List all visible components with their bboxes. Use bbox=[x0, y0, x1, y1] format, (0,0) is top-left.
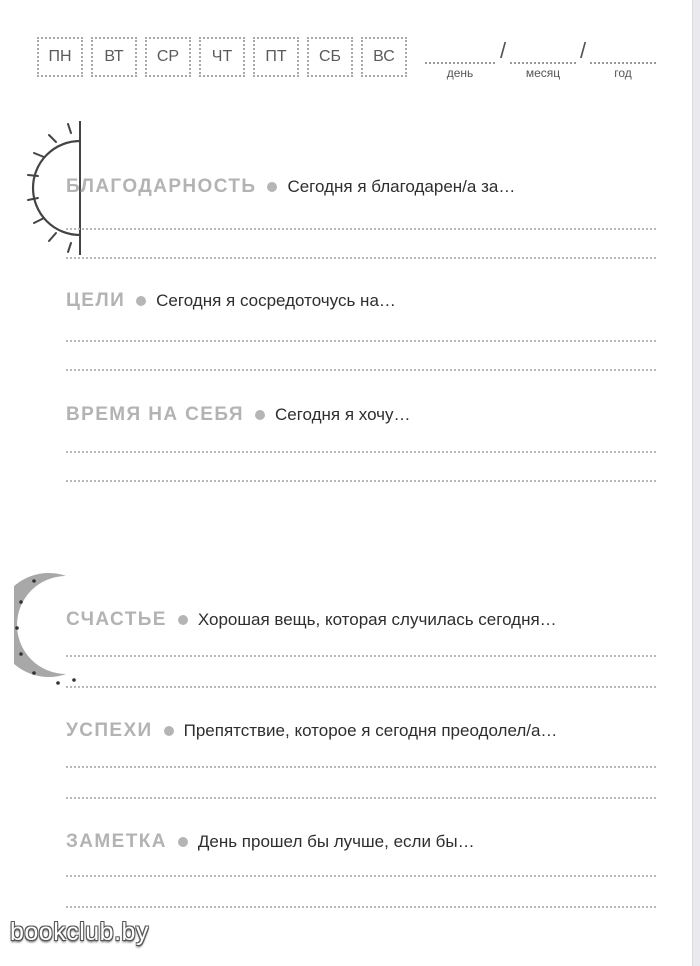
weekday-selector bbox=[37, 37, 407, 77]
writing-line[interactable] bbox=[66, 340, 656, 342]
bullet-dot bbox=[164, 726, 174, 736]
date-month-field[interactable] bbox=[510, 40, 576, 84]
section-successes-heading bbox=[66, 720, 557, 742]
writing-line[interactable] bbox=[66, 369, 656, 371]
writing-line[interactable] bbox=[66, 686, 656, 688]
section-happiness-heading bbox=[66, 609, 557, 631]
date-month-line bbox=[510, 62, 576, 64]
weekday-box-mon[interactable]: ПН bbox=[37, 37, 83, 77]
writing-line[interactable] bbox=[66, 906, 656, 908]
writing-line[interactable] bbox=[66, 655, 656, 657]
date-year-label: год bbox=[614, 66, 632, 80]
writing-line[interactable] bbox=[66, 797, 656, 799]
weekday-box-fri[interactable]: ПТ bbox=[253, 37, 299, 77]
date-separator: / bbox=[580, 38, 587, 63]
bullet-dot bbox=[267, 182, 277, 192]
date-separator: / bbox=[500, 38, 507, 63]
section-note-heading bbox=[66, 831, 475, 853]
date-day-line bbox=[425, 62, 495, 64]
section-gratitude-heading bbox=[66, 176, 515, 198]
writing-line[interactable] bbox=[66, 451, 656, 453]
section-prompt: Препятствие, которое я сегодня преодолел/а… bbox=[183, 721, 558, 740]
bullet-dot bbox=[178, 615, 188, 625]
section-title: ЦЕЛИ bbox=[66, 290, 126, 311]
writing-line[interactable] bbox=[66, 228, 656, 230]
section-prompt: Сегодня я хочу… bbox=[274, 405, 411, 424]
date-year-field[interactable] bbox=[590, 40, 656, 84]
date-day-label: день bbox=[446, 66, 474, 80]
watermark-logo: bookclub.by bbox=[10, 918, 149, 946]
date-day-field[interactable] bbox=[425, 40, 495, 84]
section-title: ВРЕМЯ НА СЕБЯ bbox=[66, 404, 244, 425]
bullet-dot bbox=[178, 837, 188, 847]
section-title: БЛАГОДАРНОСТЬ bbox=[66, 176, 257, 197]
weekday-box-wed[interactable]: СР bbox=[145, 37, 191, 77]
section-title: ЗАМЕТКА bbox=[66, 831, 167, 852]
date-month-label: месяц bbox=[525, 66, 561, 80]
weekday-box-thu[interactable]: ЧТ bbox=[199, 37, 245, 77]
section-prompt: Хорошая вещь, которая случилась сегодня… bbox=[197, 610, 557, 629]
section-title: СЧАСТЬЕ bbox=[66, 609, 167, 630]
bullet-dot bbox=[255, 410, 265, 420]
section-prompt: Сегодня я благодарен/а за… bbox=[287, 177, 516, 196]
writing-line[interactable] bbox=[66, 480, 656, 482]
writing-line[interactable] bbox=[66, 875, 656, 877]
section-prompt: День прошел бы лучше, если бы… bbox=[197, 832, 475, 851]
weekday-box-tue[interactable]: ВТ bbox=[91, 37, 137, 77]
date-year-line bbox=[590, 62, 656, 64]
bullet-dot bbox=[136, 296, 146, 306]
section-prompt: Сегодня я сосредоточусь на… bbox=[156, 291, 396, 310]
weekday-box-sat[interactable]: СБ bbox=[307, 37, 353, 77]
section-title: УСПЕХИ bbox=[66, 720, 153, 741]
writing-line[interactable] bbox=[66, 257, 656, 259]
section-goals-heading bbox=[66, 290, 396, 312]
writing-line[interactable] bbox=[66, 766, 656, 768]
weekday-box-sun[interactable]: ВС bbox=[361, 37, 407, 77]
section-self-time-heading bbox=[66, 404, 411, 426]
